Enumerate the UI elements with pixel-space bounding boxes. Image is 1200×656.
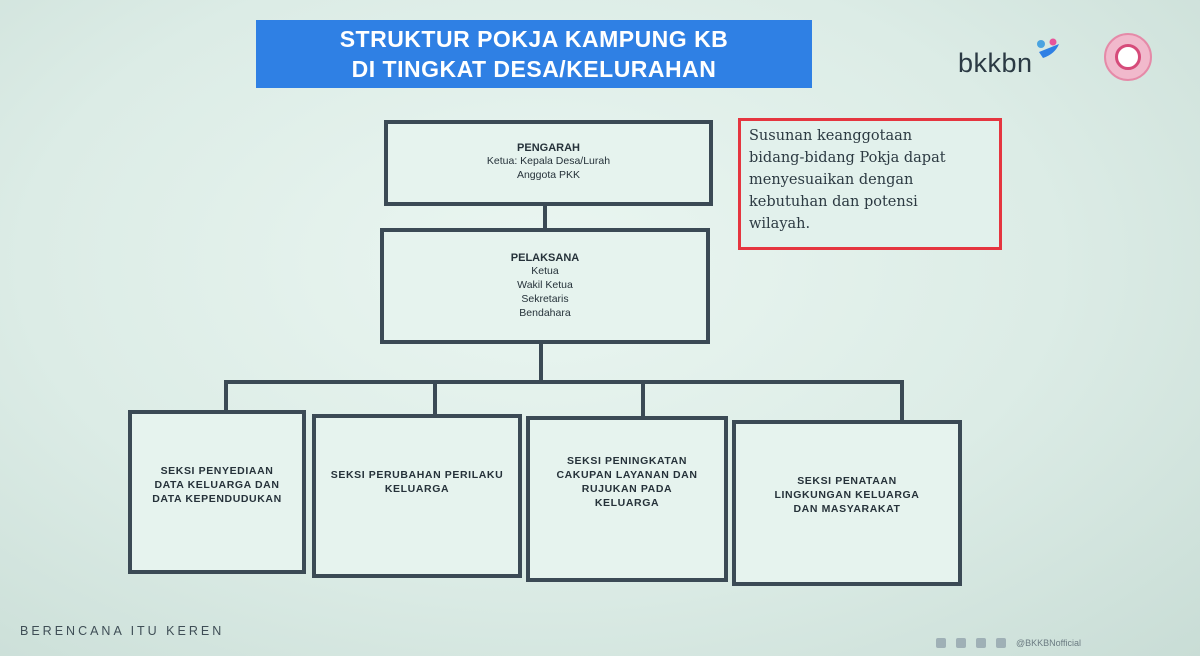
section-line: RUJUKAN PADA	[581, 483, 673, 495]
section-box	[732, 420, 962, 586]
note-line: menyesuaikan dengan	[749, 172, 914, 188]
section-line: SEKSI PENYEDIAAN	[160, 465, 274, 477]
section-box	[526, 416, 728, 582]
footer-social	[936, 638, 1081, 648]
section-line: DATA KELUARGA DAN	[154, 479, 280, 491]
section-line: SEKSI PENINGKATAN	[566, 455, 688, 467]
social-handle: @BKKBNofficial	[1016, 638, 1081, 648]
facebook-icon[interactable]	[936, 638, 946, 648]
pengarah-line: Ketua: Kepala Desa/Lurah	[486, 155, 611, 167]
title-line-2: DI TINGKAT DESA/KELURAHAN	[351, 56, 717, 82]
note-box	[738, 118, 1002, 250]
pelaksana-line: Bendahara	[519, 307, 571, 319]
section-box	[312, 414, 522, 578]
section-line: CAKUPAN LAYANAN DAN	[556, 469, 698, 481]
pelaksana-title: PELAKSANA	[510, 252, 580, 264]
section-line: KELUARGA	[594, 497, 660, 509]
section-line: KELUARGA	[384, 483, 450, 495]
pelaksana-line: Sekretaris	[521, 293, 569, 305]
footer-tagline: BERENCANA ITU KEREN	[20, 624, 225, 638]
youtube-icon[interactable]	[996, 638, 1006, 648]
pelaksana-line: Ketua	[531, 265, 559, 277]
pengarah-title: PENGARAH	[517, 142, 580, 154]
section-line: LINGKUNGAN KELUARGA	[774, 489, 920, 501]
section-line: SEKSI PENATAAN	[797, 475, 897, 487]
logo-text: bkkbn	[958, 48, 1033, 78]
twitter-icon[interactable]	[976, 638, 986, 648]
note-line: bidang-bidang Pokja dapat	[749, 150, 946, 166]
instagram-icon[interactable]	[956, 638, 966, 648]
title-line-1: STRUKTUR POKJA KAMPUNG KB	[339, 26, 729, 52]
note-line: Susunan keanggotaan	[749, 128, 913, 144]
section-line: DAN MASYARAKAT	[793, 503, 901, 515]
pengarah-line: Anggota PKK	[516, 169, 581, 181]
pelaksana-line: Wakil Ketua	[517, 279, 573, 291]
section-line: SEKSI PERUBAHAN PERILAKU	[330, 469, 504, 481]
pelaksana-box	[380, 228, 710, 344]
section-box	[128, 410, 306, 574]
note-line: wilayah.	[749, 216, 811, 232]
note-line: kebutuhan dan potensi	[749, 194, 918, 210]
section-line: DATA KEPENDUDUKAN	[152, 493, 282, 505]
pengarah-box	[384, 120, 713, 206]
